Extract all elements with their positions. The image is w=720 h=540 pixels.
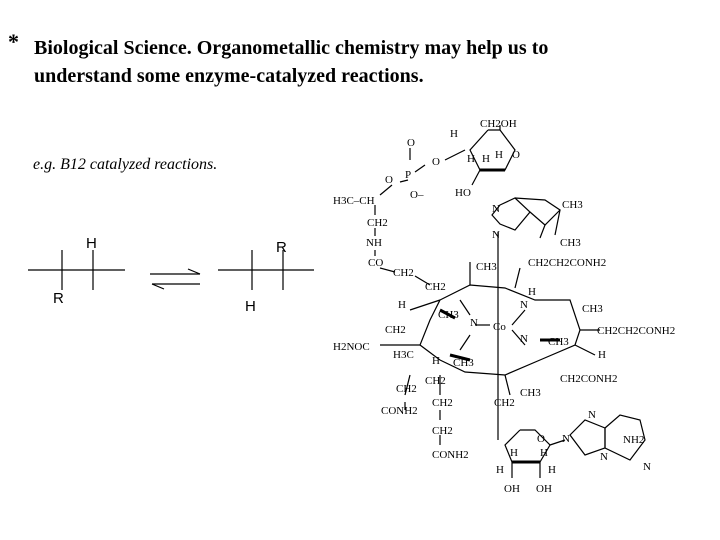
structure-label: H2NOC [333,341,370,353]
structure-label: NH2 [623,434,645,446]
structure-label: CH2CH2CONH2 [528,257,607,269]
structure-label: CH2CH2CONH2 [597,325,676,337]
structure-label: CH3 [453,357,474,369]
structure-label: HO [455,187,471,199]
structure-label: Co [493,321,506,333]
structure-label: CH3 [438,309,459,321]
structure-label: CH3 [560,237,581,249]
structure-label: H [598,349,606,361]
structure-label: H3C–CH [333,195,375,207]
b12-structure [375,125,645,478]
structure-label: CONH2 [381,405,418,417]
structure-label: CONH2 [432,449,469,461]
structure-label: OH [536,483,552,495]
structure-label: N [492,229,500,241]
structure-label: CH2 [432,425,453,437]
structure-label: H [528,286,536,298]
structure-label: H [398,299,406,311]
structure-label: CO [368,257,384,269]
structure-label: NH [366,237,382,249]
structure-label: H [540,447,548,459]
structure-label: H [482,153,490,165]
rearrangement-left [28,235,125,307]
right-bottom-label: H [245,298,256,315]
structure-label: N [588,409,596,421]
structure-label: CH2 [396,383,417,395]
structure-label: N [520,299,528,311]
left-bottom-label: R [53,290,64,307]
structure-label: CH3 [476,261,497,273]
structure-label: CH2 [425,375,446,387]
structure-label: H [548,464,556,476]
left-top-label: H [86,235,97,252]
heading-line-2: understand some enzyme-catalyzed reactions. [34,65,424,87]
structure-label: O [432,156,440,168]
structure-label: N [600,451,608,463]
structure-label: O– [410,189,424,201]
structure-label: N [520,333,528,345]
structure-label: H [432,355,440,367]
structure-label: O [385,174,393,186]
structure-label: O [407,137,415,149]
bullet-asterisk: * [8,29,19,54]
structure-label: CH3 [562,199,583,211]
structure-label: P [405,169,412,181]
rearrangement-right [218,239,314,315]
b12-labels [333,118,675,495]
structure-label: OH [504,483,520,495]
structure-label: CH2OH [480,118,517,130]
example-label: e.g. B12 catalyzed reactions. [33,156,218,173]
structure-label: CH3 [520,387,541,399]
structure-label: H [496,464,504,476]
heading-line-1: Biological Science. Organometallic chemistry may help us to [34,37,549,59]
structure-label: N [492,203,500,215]
structure-label: N [643,461,651,473]
structure-label: CH3 [582,303,603,315]
structure-label: CH2 [393,267,414,279]
structure-label: N [470,317,478,329]
structure-label: H [495,149,503,161]
structure-label: O [537,433,545,445]
structure-label: H [450,128,458,140]
structure-label: CH2CONH2 [560,373,618,385]
right-top-label: R [276,239,287,256]
structure-label: N [562,433,570,445]
structure-label: O [512,149,520,161]
structure-label: CH2 [385,324,406,336]
structure-label: CH3 [548,336,569,348]
structure-label: CH2 [432,397,453,409]
structure-label: CH2 [494,397,515,409]
structure-label: H [467,153,475,165]
equilibrium-arrows [150,269,200,289]
structure-label: H3C [393,349,414,361]
structure-label: CH2 [367,217,388,229]
structure-label: CH2 [425,281,446,293]
structure-label: H [510,447,518,459]
